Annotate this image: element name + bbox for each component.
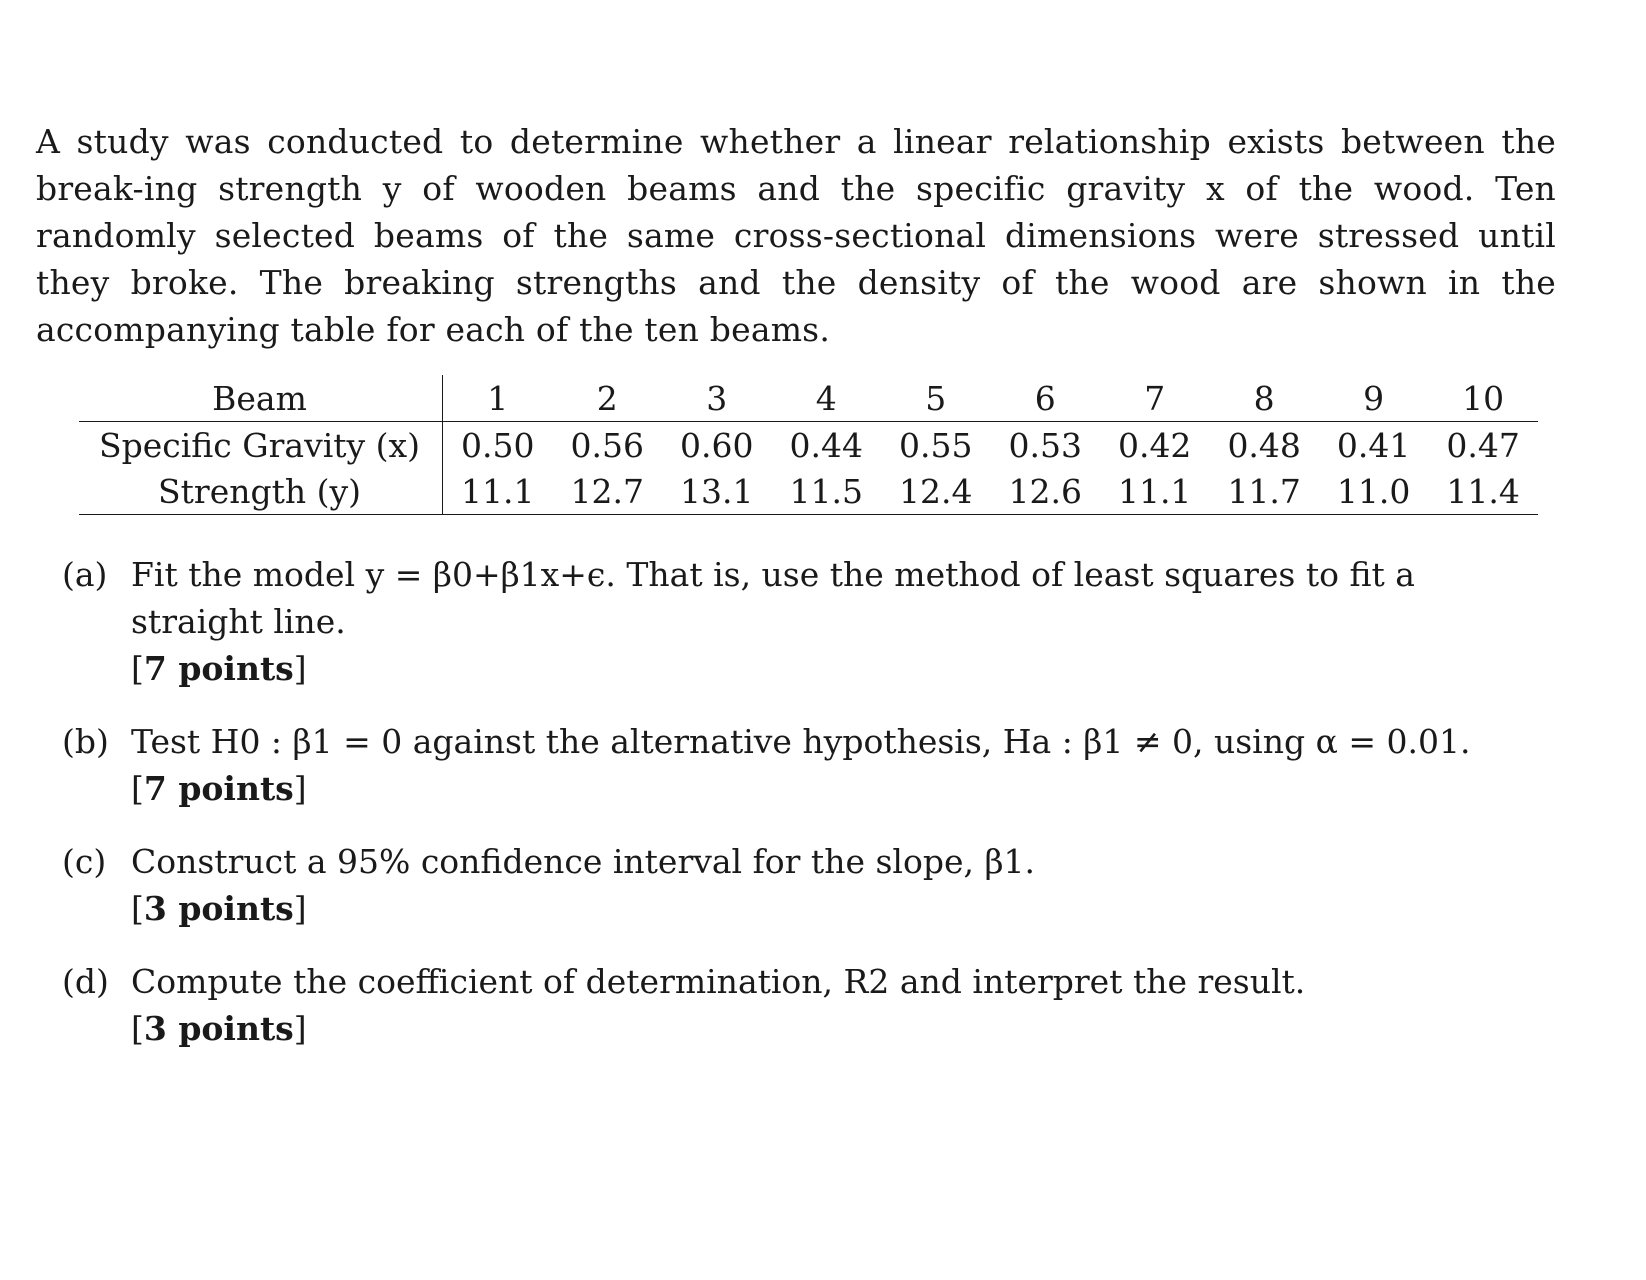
- strength-label: Strength (y): [79, 468, 443, 515]
- strength-cell: 12.7: [553, 468, 662, 515]
- points-value: 7 points: [143, 769, 294, 808]
- strength-cell: 11.0: [1319, 468, 1428, 515]
- beam-number: 2: [553, 375, 662, 422]
- points-label: [3 points]: [131, 1009, 307, 1048]
- part-tag: (d): [62, 962, 109, 1001]
- gravity-cell: 0.47: [1446, 425, 1520, 465]
- strength-cell: 12.6: [990, 468, 1099, 515]
- strength-cell: 11.1: [1100, 468, 1209, 515]
- beam-number: 8: [1209, 375, 1318, 422]
- table-row-gravity: [79, 422, 1538, 469]
- gravity-cell: 0.44: [789, 425, 863, 465]
- part-text: Fit the model y = β0+β1x+ϵ. That is, use the method of least squares to fit a straight line.: [131, 555, 1415, 641]
- gravity-cell: 0.42: [1117, 425, 1192, 465]
- part-tag: (a): [62, 555, 108, 594]
- gravity-cell: 0.50: [461, 425, 535, 465]
- gravity-cell: 0.56: [570, 425, 645, 465]
- strength-cell: 11.4: [1428, 468, 1537, 515]
- strength-cell: 11.7: [1209, 468, 1318, 515]
- problem-page: [36, 118, 1556, 1078]
- part-tag: (c): [62, 842, 107, 881]
- part-d: [36, 958, 1556, 1052]
- part-text: Compute the coefficient of determination, R2 and interpret the result.: [131, 962, 1306, 1001]
- question-parts: [36, 551, 1556, 1052]
- intro-paragraph: A study was conducted to determine whether a linear relationship exists between the break-ing strength y of wooden beams and the specific gravity x of the wood. Ten randomly selected beams of the same cross-sectional dimensions were stressed until they broke. The breaking strengths and the density of the wood are shown in the accompanying table for each of the ten beams.: [36, 122, 1556, 349]
- beam-number: 10: [1428, 375, 1537, 422]
- header-label: Beam: [79, 375, 443, 422]
- gravity-cell: 0.48: [1227, 425, 1301, 465]
- part-text: Test H0 : β1 = 0 against the alternative hypothesis, Ha : β1 ≠ 0, using α = 0.01.: [131, 722, 1471, 761]
- strength-cell: 11.5: [772, 468, 881, 515]
- part-tag: (b): [62, 722, 109, 761]
- points-label: [3 points]: [131, 889, 307, 928]
- beam-data-table: [79, 375, 1538, 515]
- part-a: [36, 551, 1556, 692]
- beam-number: 1: [443, 375, 553, 422]
- points-label: [7 points]: [131, 649, 307, 688]
- beam-number: 6: [990, 375, 1099, 422]
- points-value: 3 points: [143, 1009, 294, 1048]
- points-label: [7 points]: [131, 769, 307, 808]
- strength-cell: 11.1: [443, 468, 553, 515]
- table-header-row: [79, 375, 1538, 422]
- beam-number: 3: [662, 375, 771, 422]
- gravity-cell: 0.55: [898, 425, 973, 465]
- beam-number: 7: [1100, 375, 1209, 422]
- beam-number: 5: [881, 375, 990, 422]
- points-value: 3 points: [143, 889, 294, 928]
- beam-number: 4: [772, 375, 881, 422]
- gravity-cell: 0.60: [680, 425, 754, 465]
- strength-cell: 12.4: [881, 468, 990, 515]
- table-row-strength: [79, 468, 1538, 515]
- strength-cell: 13.1: [662, 468, 771, 515]
- part-c: [36, 838, 1556, 932]
- gravity-cell: 0.53: [1008, 425, 1082, 465]
- beam-number: 9: [1319, 375, 1428, 422]
- part-b: [36, 718, 1556, 812]
- points-value: 7 points: [143, 649, 294, 688]
- part-text: Construct a 95% confidence interval for the slope, β1.: [131, 842, 1036, 881]
- gravity-cell: 0.41: [1336, 425, 1411, 465]
- gravity-label: Specific Gravity (x): [79, 422, 443, 469]
